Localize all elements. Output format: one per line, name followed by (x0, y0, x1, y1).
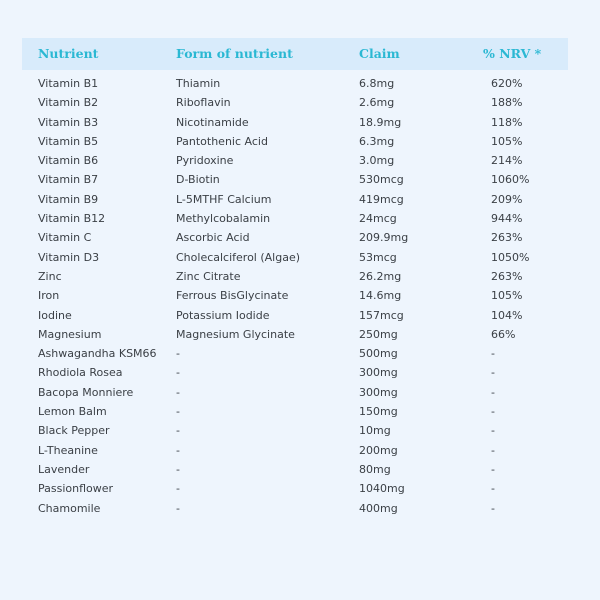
cell-claim: 14.6mg (359, 289, 402, 303)
cell-claim: 209.9mg (359, 231, 409, 245)
table-row (22, 269, 568, 288)
cell-nrv: 104% (491, 308, 523, 322)
table-row (22, 346, 568, 365)
cell-form: - (176, 501, 180, 515)
header-claim: Claim (359, 46, 400, 61)
cell-form: D-Biotin (176, 173, 220, 187)
cell-nutrient: Black Pepper (38, 424, 110, 438)
cell-nrv: 209% (491, 192, 523, 206)
cell-nutrient: Vitamin B12 (38, 212, 106, 226)
cell-claim: 530mcg (359, 173, 404, 187)
cell-form: - (176, 405, 180, 419)
cell-form: Nicotinamide (176, 115, 249, 129)
cell-claim: 18.9mg (359, 115, 402, 129)
cell-claim: 300mg (359, 385, 398, 399)
cell-nutrient: Lavender (38, 462, 90, 476)
cell-nutrient: Vitamin B1 (38, 77, 99, 90)
cell-claim: 53mcg (359, 250, 397, 264)
cell-nutrient: Vitamin B9 (38, 192, 99, 206)
cell-form: Pantothenic Acid (176, 134, 268, 148)
table-row (22, 443, 568, 462)
cell-nutrient: Rhodiola Rosea (38, 366, 123, 380)
cell-nutrient: Vitamin B6 (38, 154, 99, 168)
cell-nutrient: Bacopa Monniere (38, 385, 134, 399)
cell-claim: 200mg (359, 443, 398, 457)
cell-form: - (176, 482, 180, 496)
cell-form: Ferrous BisGlycinate (176, 289, 289, 303)
cell-claim: 3.0mg (359, 154, 395, 168)
cell-nrv: 105% (491, 134, 523, 148)
cell-nrv: 1050% (491, 250, 530, 264)
table-row (22, 462, 568, 481)
cell-nrv: - (491, 347, 495, 361)
cell-form: Ascorbic Acid (176, 231, 250, 245)
cell-nutrient: Ashwagandha KSM66 (38, 347, 157, 361)
table-row (22, 481, 568, 500)
table-row (22, 365, 568, 384)
cell-nrv: - (491, 501, 495, 515)
cell-claim: 6.3mg (359, 134, 395, 148)
table-row (22, 385, 568, 404)
cell-claim: 80mg (359, 462, 391, 476)
cell-nutrient: Vitamin D3 (38, 250, 100, 264)
cell-nutrient: Passionflower (38, 482, 114, 496)
cell-claim: 10mg (359, 424, 391, 438)
cell-form: Riboflavin (176, 96, 231, 110)
table-body (22, 76, 568, 520)
cell-nutrient: Iron (38, 289, 60, 303)
table-row (22, 250, 568, 269)
cell-nrv: - (491, 385, 495, 399)
cell-claim: 24mcg (359, 212, 397, 226)
table-row (22, 153, 568, 172)
cell-nutrient: Zinc (38, 269, 62, 283)
cell-nutrient: Magnesium (38, 327, 102, 341)
cell-claim: 500mg (359, 347, 398, 361)
cell-claim: 2.6mg (359, 96, 395, 110)
header-nutrient: Nutrient (38, 46, 99, 61)
cell-form: - (176, 385, 180, 399)
cell-claim: 419mcg (359, 192, 404, 206)
cell-nrv: - (491, 366, 495, 380)
table-row (22, 404, 568, 423)
table-row (22, 288, 568, 307)
cell-nutrient: Vitamin B2 (38, 96, 99, 110)
cell-nrv: 620% (491, 77, 523, 90)
cell-nutrient: Chamomile (38, 501, 101, 515)
cell-form: - (176, 347, 180, 361)
cell-nrv: 944% (491, 212, 523, 226)
table-row (22, 501, 568, 520)
table-row (22, 230, 568, 249)
cell-nrv: - (491, 443, 495, 457)
cell-nutrient: Vitamin B3 (38, 115, 99, 129)
cell-nutrient: Vitamin B5 (38, 134, 99, 148)
cell-claim: 1040mg (359, 482, 405, 496)
cell-nrv: - (491, 462, 495, 476)
cell-claim: 300mg (359, 366, 398, 380)
cell-nrv: 263% (491, 231, 523, 245)
cell-form: Magnesium Glycinate (176, 327, 295, 341)
cell-nrv: - (491, 424, 495, 438)
table-row (22, 423, 568, 442)
cell-claim: 157mcg (359, 308, 404, 322)
table-row (22, 95, 568, 114)
cell-claim: 400mg (359, 501, 398, 515)
cell-claim: 250mg (359, 327, 398, 341)
cell-form: Cholecalciferol (Algae) (176, 250, 301, 264)
table-row (22, 192, 568, 211)
cell-form: L-5MTHF Calcium (176, 192, 272, 206)
cell-form: Methylcobalamin (176, 212, 271, 226)
cell-nutrient: Vitamin C (38, 231, 92, 245)
header-form: Form of nutrient (176, 46, 293, 61)
cell-form: Pyridoxine (176, 154, 234, 168)
cell-nrv: 66% (491, 327, 516, 341)
cell-nrv: 118% (491, 115, 523, 129)
table-row (22, 76, 568, 95)
cell-form: Potassium Iodide (176, 308, 270, 322)
cell-form: - (176, 366, 180, 380)
cell-nrv: 105% (491, 289, 523, 303)
cell-form: - (176, 443, 180, 457)
table-header (22, 38, 568, 70)
table-row (22, 115, 568, 134)
cell-form: - (176, 462, 180, 476)
cell-nrv: 188% (491, 96, 523, 110)
cell-nrv: 1060% (491, 173, 530, 187)
cell-nrv: 263% (491, 269, 523, 283)
cell-claim: 26.2mg (359, 269, 402, 283)
cell-nutrient: Vitamin B7 (38, 173, 99, 187)
table-row (22, 308, 568, 327)
nutrition-table (22, 38, 568, 520)
cell-form: Thiamin (176, 77, 221, 90)
cell-nutrient: Lemon Balm (38, 405, 107, 419)
cell-nrv: 214% (491, 154, 523, 168)
table-row (22, 211, 568, 230)
table-row (22, 134, 568, 153)
cell-form: - (176, 424, 180, 438)
header-nrv: % NRV * (483, 46, 542, 61)
cell-claim: 6.8mg (359, 77, 395, 90)
cell-nutrient: L-Theanine (38, 443, 98, 457)
cell-form: Zinc Citrate (176, 269, 241, 283)
table-row (22, 172, 568, 191)
cell-nutrient: Iodine (38, 308, 72, 322)
cell-nrv: - (491, 405, 495, 419)
cell-claim: 150mg (359, 405, 398, 419)
table-row (22, 327, 568, 346)
cell-nrv: - (491, 482, 495, 496)
